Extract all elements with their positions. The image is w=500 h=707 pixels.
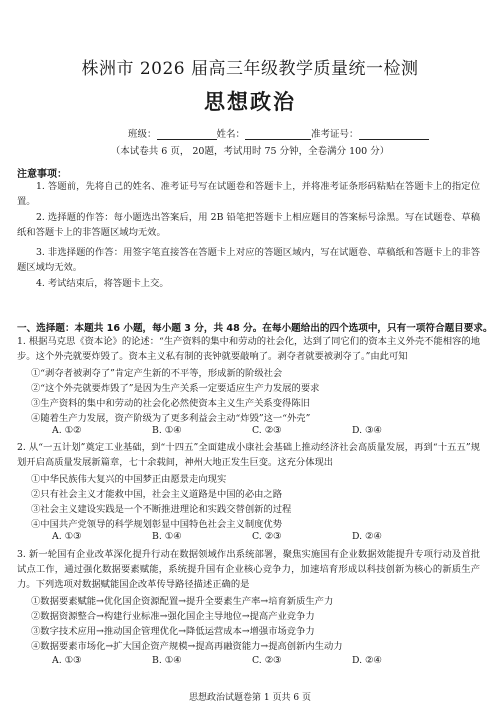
answer-choice: C. ②③ [252,655,282,666]
notice-heading: 注意事项： [17,169,67,180]
answer-choice: C. ②③ [252,531,282,542]
notice-item: 1. 答题前，先将自己的姓名、准考证号写在试题卷和答题卡上，并将准考证条形码粘贴在答题卡上的指定位置。 [17,181,480,207]
class-label: 班级： [128,129,157,140]
question-option: ①“剥夺者被剥夺了”肯定产生新的不平等，形成新的阶级社会 [31,368,283,379]
name-blank [245,128,311,140]
question-option: ④中国共产党领导的科学规划彰显中国特色社会主义制度优势 [31,519,283,530]
question-option: ③数字技术应用→推动国企管理优化→降低运营成本→增强市场竞争力 [31,626,315,637]
notice-item: 3. 非选择题的作答：用签字笔直接答在答题卡上对应的答题区域内，写在试题卷、草稿纸和答题卡上的非答题区域均无效。 [17,247,480,273]
notice-item: 4. 考试结束后，将答题卡上交。 [36,278,169,289]
question-stem: 1. 根据马克思《资本论》的论述：“生产资料的集中和劳动的社会化，达到了同它们的资本主义外壳不能相容的地步。这个外壳就要炸毁了。资本主义私有制的丧钟就要敲响了。剥夺者就要被剥夺了。”由此可知 [17,336,480,362]
answer-choice: C. ②③ [252,425,282,436]
class-blank [157,128,217,140]
question-option: ③生产资料的集中和劳动的社会化必然使资本主义生产关系变得陈旧 [31,398,310,409]
question-option: ①数据要素赋能→优化国企资源配置→提升全要素生产率→培育新质生产力 [31,596,334,607]
answer-choice: B. ①④ [152,531,182,542]
question-stem: 2. 从“一五计划”奠定工业基础，到“十四五”全面建成小康社会基础上推动经济社会高质量发展，再到“十五五”规划开启高质量发展新篇章，七十余载间，神州大地正发生巨变。这充分体现出 [17,442,480,468]
question-option: ①中华民族伟大复兴的中国梦正由愿景走向现实 [31,474,227,485]
notice-item: 2. 选择题的作答：每小题选出答案后，用 2B 铅笔把答题卡上相应题目的答案标号涂黑。写在试题卷、草稿纸和答题卡上的非答题区域均无效。 [17,212,480,238]
question-stem: 3. 新一轮国有企业改革深化提升行动在数据领域作出系统部署，聚焦实施国有企业数据效能提升专项行动及首批试点工作，通过强化数据要素赋能，系统提升国有企业核心竞争力，加速培育形成以科技创新为核心的新质生产力。下列选项对数据赋能国企改革传导路径描述正确的是 [17,549,480,590]
answer-choice: D. ②④ [352,655,382,666]
answer-choice: D. ③④ [352,425,382,436]
question-option: ②只有社会主义才能救中国，社会主义道路是中国的必由之路 [31,489,283,500]
ticket-label: 准考证号： [311,129,359,140]
subject-title: 思想政治 [204,90,296,114]
ticket-blank [359,128,429,140]
exam-title: 株洲市 2026 届高三年级教学质量统一检测 [81,59,419,79]
question-option: ④数据要素市场化→扩大国企资产规模→提高再融资能力→提高创新内生动力 [31,641,343,652]
answer-choice: B. ①④ [152,425,182,436]
answer-choice: A. ①② [52,425,82,436]
answer-choice: B. ①④ [152,655,182,666]
student-info-line [128,126,429,140]
question-option: ④随着生产力发展，资产阶级为了更多利益会主动“炸毁”这一“外壳” [31,413,311,424]
question-option: ②数据资源整合→构建行业标准→强化国企主导地位→提高产业竞争力 [31,611,315,622]
name-label: 姓名： [216,129,246,140]
page-footer: 思想政治试题卷第 1 页共 6 页 [189,693,311,703]
answer-choice: D. ②④ [352,531,382,542]
question-option: ②“这个外壳就要炸毁了”是因为生产关系一定要适应生产力发展的要求 [31,383,320,394]
answer-choice: A. ①③ [52,655,82,666]
section-title: 一、选择题：本题共 16 小题，每小题 3 分，共 48 分。在每小题给出的四个选项中，只有一项符合题目要求。 [17,323,493,334]
question-option: ③社会主义建设实践是一个不断推进理论和实践交替创新的过程 [31,504,292,515]
exam-note: （本试卷共 6 页， 20题，考试用时 75 分钟，全卷满分 100 分） [110,146,390,157]
answer-choice: A. ①③ [52,531,82,542]
